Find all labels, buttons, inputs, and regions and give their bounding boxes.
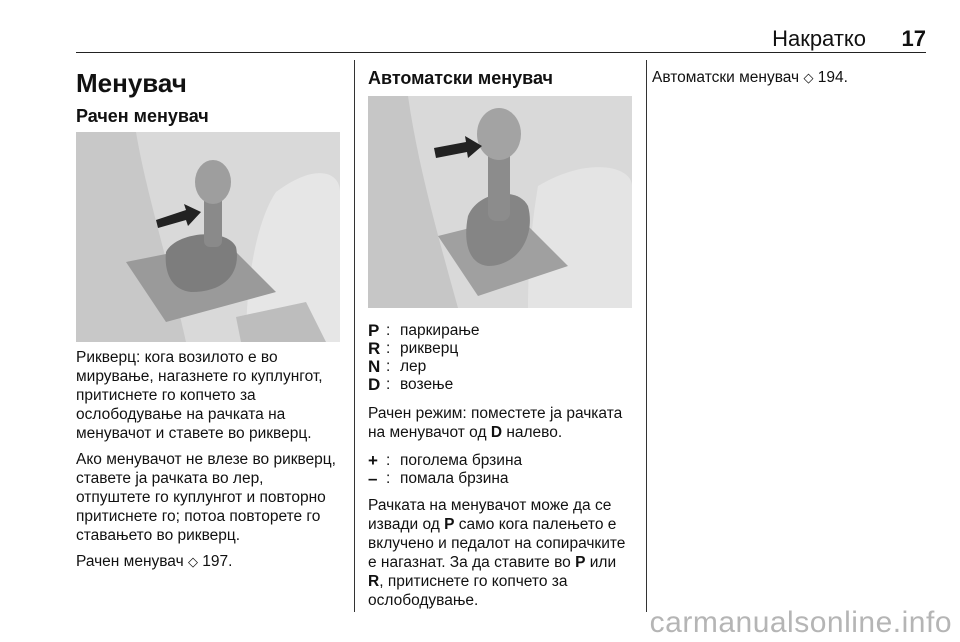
manual-text: [76, 348, 342, 578]
gear-key: D: [368, 375, 381, 394]
gear-position-row: R : рикверц: [368, 339, 459, 358]
gear-description: лер: [400, 358, 427, 375]
gear-description: поголема брзина: [400, 452, 523, 469]
ref-text: Рачен менувач: [76, 553, 184, 570]
gear-key: N: [368, 357, 381, 376]
gear-position-row: N : лер: [368, 357, 427, 376]
gear-description: помала брзина: [400, 470, 509, 487]
column-divider: [354, 60, 355, 612]
paragraph: Рачката на менувачот може да се извади од P само кога палењето е вклучено и педалот на сопирачките е нагазнат. За да ставите во P или R, притиснете го копчето за ослободување.: [368, 497, 626, 609]
watermark: carmanualsonline.info: [649, 606, 952, 639]
cross-reference: [652, 68, 924, 87]
gear-key: R: [368, 339, 381, 358]
cross-reference: [76, 552, 342, 571]
manual-gears-list: [368, 452, 634, 488]
page-number: 17: [901, 26, 926, 51]
paragraph: Ако менувачот не влезе во рикверц, ставете ја рачката во лер, отпуштете го куплунгот и повторно притиснете го; потоа повторете го ставањето во рикверц.: [76, 451, 336, 544]
ref-page: 194.: [817, 69, 848, 86]
ref-page: 197.: [202, 553, 233, 570]
gear-description: рикверц: [400, 340, 459, 357]
gear-position-row: P : паркирање: [368, 321, 480, 340]
paragraph: Рикверц: кога возилото е во мирување, нагазнете го куплунгот, притиснете го копчето за ослободување на рачката на менувачот и ставете во рикверц.: [76, 349, 323, 442]
subsection-title: Автоматски менувач: [368, 68, 553, 88]
gear-description: паркирање: [400, 322, 480, 339]
header-rule: [76, 52, 926, 53]
paragraph: Рачен режим: поместете ја рачката на менувачот од D налево.: [368, 405, 623, 441]
header-title: Накратко: [772, 26, 866, 51]
gear-positions-list: [368, 322, 634, 394]
minus-icon: –: [368, 469, 378, 488]
gear-row: + : поголема брзина: [368, 451, 523, 470]
column-divider: [646, 60, 647, 612]
section-title: Менувач: [76, 68, 187, 98]
automatic-shifter-illustration: [368, 96, 632, 308]
gear-position-row: D : возење: [368, 375, 454, 394]
note-text: [368, 496, 634, 617]
plus-icon: +: [368, 451, 378, 470]
page-header: [76, 0, 926, 51]
manual-mode-text: [368, 404, 634, 449]
gear-key: P: [368, 321, 380, 340]
ref-text: Автоматски менувач: [652, 69, 800, 86]
subsection-title: Рачен менувач: [76, 106, 209, 126]
gear-description: возење: [400, 376, 454, 393]
ref-arrow-icon: ◇: [803, 70, 814, 85]
manual-shifter-illustration: [76, 132, 340, 342]
ref-arrow-icon: ◇: [187, 554, 198, 569]
gear-row: – : помала брзина: [368, 469, 509, 488]
